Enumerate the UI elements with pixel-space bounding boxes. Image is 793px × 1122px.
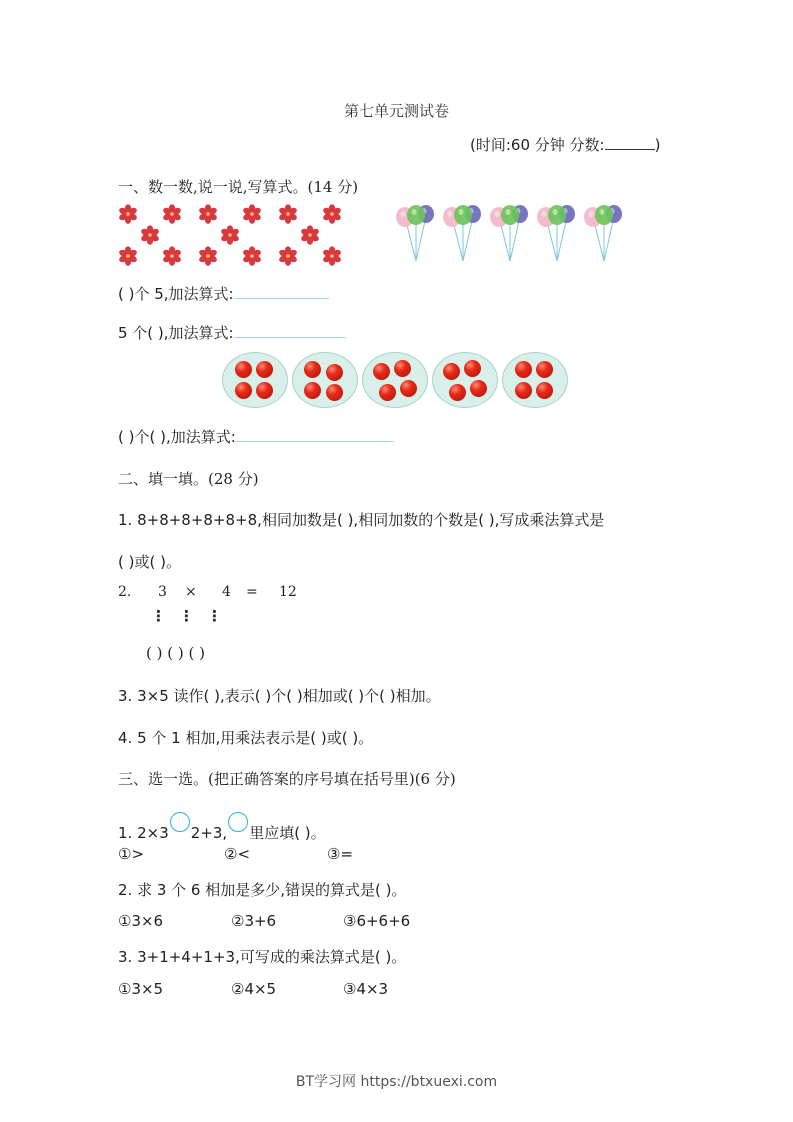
apple-plate bbox=[502, 352, 568, 408]
q1-prefix: 1. 2×3 bbox=[118, 824, 169, 842]
dots-under-times: ⋮ bbox=[179, 607, 194, 625]
apple-icon bbox=[373, 363, 390, 380]
apple-plate bbox=[362, 352, 428, 408]
line-1-text: ( )个 5,加法算式: bbox=[118, 285, 234, 303]
q2-factor-4: 4 bbox=[222, 584, 231, 600]
flower-icon bbox=[220, 225, 240, 245]
flower-icon bbox=[278, 204, 298, 224]
flower-group bbox=[198, 204, 264, 268]
section-3-q1 bbox=[118, 812, 326, 843]
flower-icon bbox=[322, 204, 342, 224]
score-blank[interactable] bbox=[605, 135, 655, 150]
q2-times-sign: × bbox=[185, 584, 197, 600]
balloon-bunch-icon bbox=[583, 205, 625, 263]
apple-icon bbox=[379, 384, 396, 401]
apple-icon bbox=[515, 382, 532, 399]
q1-option-1[interactable]: ①> bbox=[118, 845, 145, 863]
apple-icon bbox=[256, 382, 273, 399]
flower-icon bbox=[300, 225, 320, 245]
q2-product: 12 bbox=[279, 584, 297, 600]
section-2-q2-label: 2. bbox=[118, 584, 132, 600]
q3-option-3[interactable]: ③4×3 bbox=[343, 980, 389, 998]
line-3-text: ( )个( ),加法算式: bbox=[118, 428, 236, 446]
apple-icon bbox=[470, 380, 487, 397]
balloon-bunch-icon bbox=[395, 205, 437, 263]
apple-icon bbox=[326, 384, 343, 401]
apple-icon bbox=[235, 361, 252, 378]
page-title: 第七单元测试卷 bbox=[343, 102, 449, 120]
q3-option-1[interactable]: ①3×5 bbox=[118, 980, 164, 998]
section-3-q2: 2. 求 3 个 6 相加是多少,错误的算式是( )。 bbox=[118, 881, 407, 899]
addition-answer-blank-2[interactable] bbox=[234, 323, 346, 338]
question-1-line-1 bbox=[118, 283, 329, 304]
flower-icon bbox=[198, 246, 218, 266]
q2-equals-sign: = bbox=[246, 584, 258, 600]
flower-icon bbox=[118, 204, 138, 224]
apple-icon bbox=[304, 361, 321, 378]
flower-picture bbox=[118, 204, 348, 268]
apple-icon bbox=[256, 361, 273, 378]
flower-icon bbox=[140, 225, 160, 245]
line-2-text: 5 个( ),加法算式: bbox=[118, 324, 234, 342]
flower-group bbox=[278, 204, 344, 268]
q1-suffix: 里应填( )。 bbox=[249, 824, 326, 842]
q2-option-3[interactable]: ③6+6+6 bbox=[343, 912, 411, 930]
q2-factor-3: 3 bbox=[158, 584, 167, 600]
exam-meta bbox=[470, 134, 660, 155]
apple-icon bbox=[326, 364, 343, 381]
flower-group bbox=[118, 204, 184, 268]
flower-icon bbox=[322, 246, 342, 266]
apple-plate bbox=[432, 352, 498, 408]
watermark: BT学习网 https://btxuexi.com bbox=[295, 1074, 498, 1090]
balloon-picture bbox=[395, 205, 635, 265]
section-2-q3: 3. 3×5 读作( ),表示( )个( )相加或( )个( )相加。 bbox=[118, 687, 441, 705]
flower-icon bbox=[162, 204, 182, 224]
dots-under-4: ⋮ bbox=[207, 607, 222, 625]
section-1-heading: 一、数一数,说一说,写算式。(14 分) bbox=[118, 178, 359, 196]
addition-answer-blank-3[interactable] bbox=[236, 427, 394, 442]
flower-icon bbox=[162, 246, 182, 266]
time-and-score-label: (时间:60 分钟 分数: bbox=[470, 136, 605, 154]
q2-option-2[interactable]: ②3+6 bbox=[231, 912, 277, 930]
apple-icon bbox=[443, 363, 460, 380]
q1-mid: 2+3, bbox=[190, 824, 228, 842]
dots-under-3: ⋮ bbox=[151, 607, 166, 625]
apple-icon bbox=[235, 382, 252, 399]
balloon-bunch-icon bbox=[442, 205, 484, 263]
q1-option-2[interactable]: ②< bbox=[224, 845, 251, 863]
q2-option-1[interactable]: ①3×6 bbox=[118, 912, 164, 930]
addition-answer-blank-1[interactable] bbox=[234, 284, 329, 299]
q2-answer-blanks: ( ) ( ) ( ) bbox=[146, 644, 205, 662]
comparison-circle-icon-2 bbox=[228, 812, 248, 832]
balloon-bunch-icon bbox=[489, 205, 531, 263]
section-3-q3: 3. 3+1+4+1+3,可写成的乘法算式是( )。 bbox=[118, 948, 407, 966]
section-2-q4: 4. 5 个 1 相加,用乘法表示是( )或( )。 bbox=[118, 729, 374, 747]
section-2-q1-line-1: 1. 8+8+8+8+8+8,相同加数是( ),相同加数的个数是( ),写成乘法算式是 bbox=[118, 511, 605, 529]
flower-icon bbox=[198, 204, 218, 224]
apple-icon bbox=[400, 380, 417, 397]
apple-icon bbox=[515, 361, 532, 378]
flower-icon bbox=[118, 246, 138, 266]
apple-icon bbox=[464, 360, 481, 377]
meta-close: ) bbox=[654, 136, 661, 154]
q1-option-3[interactable]: ③= bbox=[327, 845, 354, 863]
apple-plate bbox=[292, 352, 358, 408]
comparison-circle-icon[interactable] bbox=[170, 812, 190, 832]
section-2-q1-line-2: ( )或( )。 bbox=[118, 553, 181, 571]
apple-icon bbox=[536, 382, 553, 399]
section-2-heading: 二、填一填。(28 分) bbox=[118, 470, 259, 488]
flower-icon bbox=[278, 246, 298, 266]
apple-icon bbox=[536, 361, 553, 378]
question-1-line-3 bbox=[118, 426, 394, 447]
apple-plate bbox=[222, 352, 288, 408]
apple-icon bbox=[394, 360, 411, 377]
flower-icon bbox=[242, 246, 262, 266]
q3-option-2[interactable]: ②4×5 bbox=[231, 980, 277, 998]
balloon-bunch-icon bbox=[536, 205, 578, 263]
apple-icon bbox=[304, 382, 321, 399]
flower-icon bbox=[242, 204, 262, 224]
apple-plates-picture bbox=[222, 352, 572, 412]
apple-icon bbox=[449, 384, 466, 401]
section-3-heading: 三、选一选。(把正确答案的序号填在括号里)(6 分) bbox=[118, 770, 456, 788]
question-1-line-2 bbox=[118, 322, 346, 343]
